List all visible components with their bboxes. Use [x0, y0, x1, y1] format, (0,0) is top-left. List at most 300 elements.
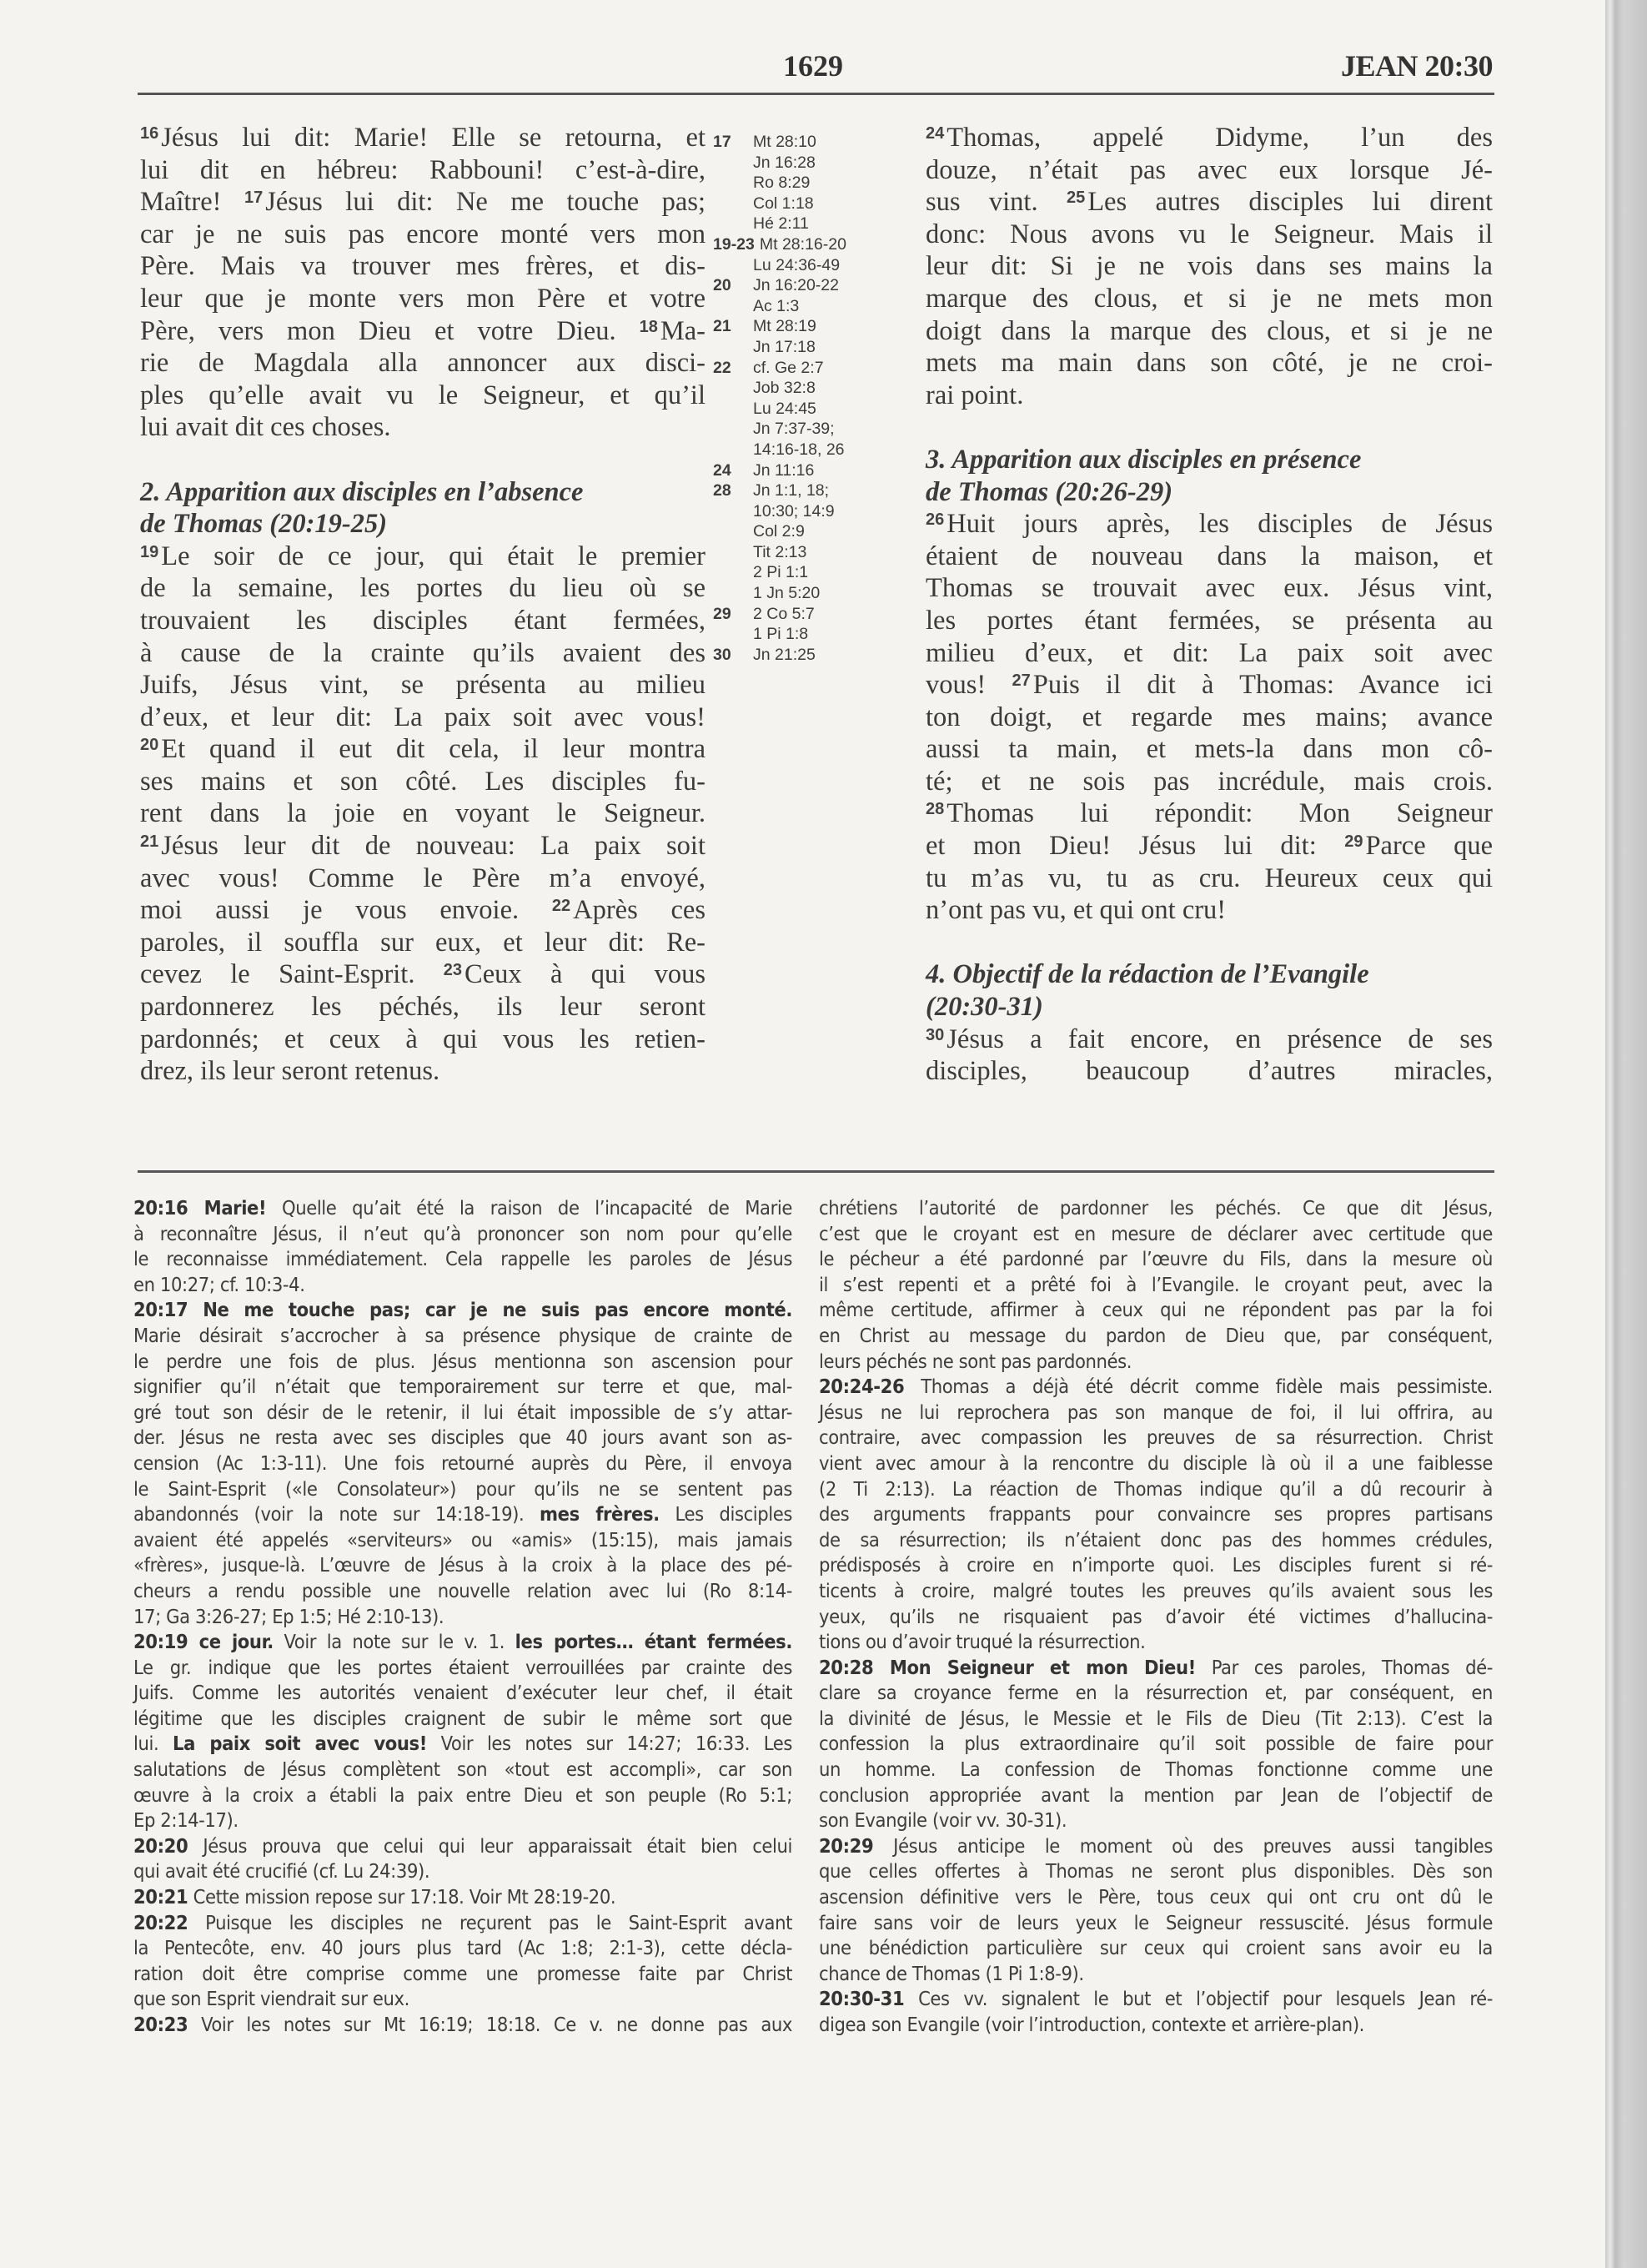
study-note-text: Puisque les disciples ne reçurent pas le Saint-Esprit avant	[188, 1910, 792, 1934]
study-note-text: que son Esprit viendrait sur eux.	[133, 1987, 409, 2011]
verse-text: n’ont pas vu, et qui ont cru!	[926, 895, 1227, 926]
verse-text: 2. Apparition aux disciples en l’absence	[140, 476, 584, 507]
study-note-text: en Christ au message du pardon de Dieu que, par conséquent,	[819, 1323, 1493, 1347]
study-note-line	[133, 1451, 792, 1476]
study-note-text: Ep 2:14-17).	[133, 1808, 239, 1833]
study-note-line	[819, 1757, 1493, 1783]
verse-text: étaient de nouveau dans la maison, et	[926, 541, 1493, 571]
verse-number: 18	[639, 317, 658, 336]
verse-text: Jésus leur dit de nouveau: La paix soit	[161, 831, 705, 862]
study-note-text: contraire, avec compassion les preuves de sa résurrection. Christ	[819, 1426, 1493, 1450]
verse-text: marque des clous, et si je ne mets mon	[926, 283, 1493, 314]
cross-reference-entry	[713, 132, 913, 153]
verse-text: té; et ne sois pas incrédule, mais crois.	[926, 766, 1493, 797]
cross-reference-entry	[713, 521, 913, 542]
cross-reference-citation: Ac 1:3	[753, 296, 800, 315]
cross-reference-entry	[713, 419, 913, 440]
study-note-line	[133, 1629, 792, 1655]
study-note-text: Jésus ne lui reprochera pas son manque de foi, il lui offrira, au	[819, 1400, 1493, 1424]
study-note-text: un homme. La confession de Thomas fonctionne comme une	[819, 1758, 1493, 1782]
verse-line	[140, 154, 705, 187]
study-note-text: cheurs a rendu possible une nouvelle relation avec lui (Ro 8:14-	[133, 1578, 792, 1602]
study-note-text: Jésus anticipe le moment où des preuves aussi tangibles	[873, 1833, 1493, 1858]
cross-reference-citation: Tit 2:13	[753, 542, 807, 561]
study-note-text: Le gr. indique que les portes étaient verrouillées par crainte des	[133, 1655, 792, 1679]
study-note-line	[133, 1783, 792, 1808]
cross-reference-entry	[713, 234, 913, 255]
study-note-line	[133, 1552, 792, 1578]
cross-reference-citation: Mt 28:16-20	[759, 234, 846, 254]
verse-line	[926, 572, 1493, 605]
verse-text: aussi ta main, et mets-la dans mon cô-	[926, 734, 1493, 765]
study-note-line	[819, 1986, 1493, 2012]
cross-reference-citation: 10:30; 14:9	[753, 501, 835, 520]
study-note-line	[133, 1527, 792, 1553]
verse-line	[926, 733, 1493, 766]
study-note-text: yeux, qu’ils ne risquaient pas d’avoir été victimes d’hallucina-	[819, 1604, 1493, 1628]
study-note-text: le reconnaisse immédiatement. Cela rappelle les paroles de Jésus	[133, 1247, 792, 1271]
study-note-text: 17; Ga 3:26-27; Ep 1:5; Hé 2:10-13).	[133, 1604, 444, 1628]
cross-reference-verse	[713, 583, 753, 604]
notes-divider-rule	[138, 1170, 1494, 1173]
study-note-keyword: 20:17 Ne me touche pas; car je ne suis pas encore monté.	[133, 1298, 792, 1322]
cross-reference-verse	[713, 542, 753, 563]
cross-reference-entry	[713, 604, 913, 625]
study-note-text: une bénédiction particulière sur ceux qui croient sans avoir eu la	[819, 1936, 1493, 1960]
study-note-text: œuvre à la croix a établi la paix entre Dieu et son peuple (Ro 5:1;	[133, 1783, 792, 1807]
verse-line	[926, 283, 1493, 315]
cross-reference-verse: 24	[713, 460, 731, 480]
cross-reference-citation: Col 1:18	[753, 194, 814, 213]
study-note-line	[819, 1349, 1493, 1375]
cross-reference-verse: 22	[713, 358, 731, 377]
cross-reference-citation: Jn 16:20-22	[753, 276, 839, 295]
verse-number: 28	[926, 800, 945, 819]
verse-text: rie de Magdala alla annoncer aux disci-	[140, 348, 705, 379]
study-note-keyword: 20:16 Marie!	[133, 1196, 267, 1219]
study-note-keyword: 20:28 Mon Seigneur et mon Dieu!	[819, 1655, 1196, 1679]
study-note-line	[133, 1400, 792, 1426]
verse-line	[926, 702, 1493, 734]
verse-text: de Thomas (20:26-29)	[926, 476, 1173, 507]
verse-text: douze, n’était pas avec eux lorsque Jé-	[926, 154, 1493, 185]
verse-line	[140, 572, 705, 605]
cross-reference-entry	[713, 378, 913, 399]
verse-line	[926, 766, 1493, 798]
study-note-keyword: La paix soit avec vous!	[173, 1732, 427, 1756]
study-note-text: lui.	[133, 1732, 173, 1756]
verse-number: 22	[551, 897, 571, 916]
verse-line	[140, 797, 705, 830]
cross-reference-verse	[713, 399, 753, 420]
verse-line	[926, 315, 1493, 348]
page-edge-strip	[1605, 0, 1647, 2268]
cross-reference-verse: 20	[713, 276, 731, 295]
study-note-text: tions ou d’avoir truqué la résurrection.	[819, 1630, 1146, 1654]
verse-line	[140, 862, 705, 895]
study-note-text: des arguments frappants pour convaincre ses propres partisans	[819, 1502, 1493, 1526]
study-note-text: la divinité de Jésus, le Messie et le Fils de Dieu (Tit 2:13). C’est la	[819, 1706, 1493, 1730]
study-note-line	[133, 1476, 792, 1502]
study-note-text: il s’est repenti et a prêté foi à l’Evangile. le croyant peut, avec la	[819, 1272, 1493, 1296]
verse-text: car je ne suis pas encore monté vers mon	[140, 219, 705, 249]
verse-text: moi aussi je vous envoie.	[140, 895, 552, 926]
study-note-text: légitime que les disciples craignent de subir le même sort que	[133, 1706, 792, 1730]
cross-reference-verse	[713, 337, 753, 358]
cross-reference-verse	[713, 296, 753, 317]
cross-reference-entry	[713, 501, 913, 522]
study-note-line	[133, 1578, 792, 1604]
study-note-text: le pécheur a été pardonné par l’œuvre du Fils, dans la mesure où	[819, 1247, 1493, 1271]
cross-reference-verse	[713, 501, 753, 522]
verse-number: 30	[926, 1025, 945, 1044]
verse-text: Après ces	[573, 895, 705, 926]
section-heading-line	[926, 991, 1493, 1023]
verse-line	[140, 1023, 705, 1056]
cross-reference-verse	[713, 419, 753, 440]
cross-reference-citation: 1 Jn 5:20	[753, 584, 821, 603]
verse-text: paroles, il souffla sur eux, et leur dit: Re-	[140, 927, 705, 958]
verse-text: 4. Objectif de la rédaction de l’Evangile	[926, 959, 1369, 990]
cross-reference-entry	[713, 542, 913, 563]
verse-line	[140, 605, 705, 637]
cross-reference-citation: Col 2:9	[753, 522, 805, 541]
study-note-line	[819, 1272, 1493, 1298]
cross-reference-entry	[713, 399, 913, 420]
verse-text: ton doigt, et regarde mes mains; avance	[926, 702, 1493, 732]
verse-text: Thomas se trouvait avec eux. Jésus vint,	[926, 573, 1493, 604]
study-note-line	[133, 1808, 792, 1833]
cross-reference-verse	[713, 194, 753, 214]
study-note-text: Thomas a déjà été décrit comme fidèle mais pessimiste.	[904, 1375, 1493, 1399]
section-spacer	[926, 411, 1493, 444]
study-note-line	[133, 1731, 792, 1757]
verse-text: Puis il dit à Thomas: Avance ici	[1032, 670, 1493, 701]
verse-line	[926, 1055, 1493, 1088]
study-note-line	[819, 1425, 1493, 1451]
verse-text: Le soir de ce jour, qui était le premier	[161, 541, 705, 571]
header-rule	[138, 93, 1494, 95]
verse-text: Les autres disciples lui dirent	[1087, 187, 1493, 218]
study-note-text: avaient été appelés «serviteurs» ou «amis» (15:15), mais jamais	[133, 1527, 792, 1551]
cross-reference-citation: 1 Pi 1:8	[753, 625, 809, 644]
cross-reference-citation: Jn 11:16	[753, 460, 815, 480]
verse-number: 17	[244, 189, 264, 208]
cross-reference-citation: Mt 28:19	[753, 317, 816, 336]
cross-reference-entry	[713, 645, 913, 666]
verse-text: drez, ils leur seront retenus.	[140, 1056, 440, 1087]
verse-text: vous!	[926, 670, 1012, 701]
cross-reference-citation: Lu 24:36-49	[753, 255, 841, 274]
study-note-line	[819, 1323, 1493, 1349]
verse-text: ses mains et son côté. Les disciples fu-	[140, 766, 705, 797]
study-note-text: (2 Ti 2:13). La réaction de Thomas indique qu’il a dû recourir à	[819, 1476, 1493, 1501]
study-note-text: Juifs. Comme les autorités venaient d’exécuter leur chef, il était	[133, 1681, 792, 1705]
verse-text: Père, vers mon Dieu et votre Dieu.	[140, 315, 640, 346]
verse-line	[140, 186, 705, 219]
study-note-line	[819, 1552, 1493, 1578]
section-heading-line	[926, 476, 1493, 509]
verse-line	[140, 250, 705, 283]
cross-reference-entry	[713, 275, 913, 296]
section-heading-line	[140, 476, 705, 509]
study-note-text: signifier qu’il n’était que temporairement sur terre et que, mal-	[133, 1375, 792, 1399]
study-note-text: confession la plus extraordinaire qu’il soit possible de faire pour	[819, 1732, 1493, 1756]
study-note-line	[819, 1858, 1493, 1884]
verse-line	[926, 605, 1493, 637]
study-note-line	[819, 1527, 1493, 1553]
study-note-keyword: 20:22	[133, 1910, 188, 1934]
section-spacer	[140, 444, 705, 476]
study-note-line	[819, 1221, 1493, 1247]
verse-text: trouvaient les disciples étant fermées,	[140, 605, 705, 636]
section-heading-line	[926, 444, 1493, 476]
cross-reference-verse	[713, 440, 753, 460]
study-note-line	[133, 1604, 792, 1630]
study-note-text: «frères», jusque-là. L’œuvre de Jésus à la croix à la place des pé-	[133, 1553, 792, 1577]
verse-line	[140, 541, 705, 573]
cross-reference-verse: 17	[713, 133, 731, 151]
verse-line	[926, 1023, 1493, 1056]
study-note-line	[133, 1680, 792, 1706]
study-note-text: Voir les notes sur Mt 16:19; 18:18. Ce v. ne donne pas aux	[188, 2013, 792, 2036]
cross-reference-entry	[713, 194, 913, 214]
cross-reference-entry	[713, 583, 913, 604]
verse-number: 27	[1012, 671, 1031, 691]
study-note-keyword: 20:24-26	[819, 1375, 905, 1399]
study-note-text: de sa résurrection; ils n’étaient donc pas des hommes crédules,	[819, 1527, 1493, 1551]
cross-reference-citation: Job 32:8	[753, 379, 816, 398]
verse-line	[140, 702, 705, 734]
running-header-reference: JEAN 20:30	[1341, 49, 1493, 83]
study-note-line	[133, 1706, 792, 1732]
study-note-line	[819, 1961, 1493, 1987]
verse-text: Huit jours après, les disciples de Jésus	[947, 509, 1493, 540]
study-note-keyword: 20:23	[133, 2013, 188, 2036]
study-note-line	[133, 1757, 792, 1783]
study-note-line	[819, 1833, 1493, 1859]
verse-line	[926, 862, 1493, 895]
verse-text: Et quand il eut dit cela, il leur montra	[161, 734, 705, 765]
study-note-text: salutations de Jésus complètent son «tout est accompli», car son	[133, 1758, 792, 1782]
verse-line	[140, 766, 705, 798]
cross-reference-entry	[713, 214, 913, 234]
verse-text: ples qu’elle avait vu le Seigneur, et qu’il	[140, 380, 705, 410]
study-note-line	[133, 1195, 792, 1221]
study-note-text: gré tout son désir de le retenir, il lui était impossible de s’y attar-	[133, 1400, 792, 1424]
cross-reference-entry	[713, 358, 913, 379]
verse-line	[140, 894, 705, 927]
verse-line	[140, 637, 705, 670]
cross-reference-verse: 19-23	[713, 234, 755, 254]
verse-line	[926, 797, 1493, 830]
verse-text: (20:30-31)	[926, 992, 1043, 1023]
study-note-line	[133, 1833, 792, 1859]
verse-text: avec vous! Comme le Père m’a envoyé,	[140, 862, 705, 893]
verse-text: sus vint.	[926, 187, 1067, 218]
verse-number: 25	[1066, 189, 1086, 208]
study-note-line	[819, 1451, 1493, 1476]
cross-reference-column	[713, 132, 913, 665]
cross-reference-entry	[713, 255, 913, 276]
study-note-line	[133, 1910, 792, 1936]
verse-text: Jésus a fait encore, en présence de ses	[947, 1023, 1493, 1054]
study-note-text: à reconnaître Jésus, il n’eut qu’à prononcer son nom pour qu’elle	[133, 1221, 792, 1245]
cross-reference-citation: Lu 24:45	[753, 399, 816, 418]
study-note-keyword: mes frères.	[540, 1502, 660, 1526]
study-note-line	[819, 1629, 1493, 1655]
verse-number: 29	[1344, 832, 1363, 852]
verse-text: pardonnerez les péchés, ils leur seront	[140, 992, 705, 1023]
study-note-line	[819, 1400, 1493, 1426]
section-heading-line	[140, 508, 705, 541]
verse-text: milieu d’eux, et dit: La paix soit avec	[926, 637, 1493, 668]
verse-number: 20	[140, 736, 159, 755]
verse-text: leur que je monte vers mon Père et votre	[140, 283, 705, 314]
study-note-text: même certitude, affirmer à ceux qui ne répondent pas par la foi	[819, 1298, 1493, 1322]
verse-text: Thomas, appelé Didyme, l’un des	[947, 123, 1493, 153]
verse-line	[140, 380, 705, 412]
study-note-keyword: 20:21	[133, 1885, 188, 1909]
study-note-text: ticents à croire, malgré toutes les preuves qu’ils avaient sous les	[819, 1578, 1493, 1602]
study-notes-right-column	[819, 1195, 1493, 2038]
verse-text: pardonnés; et ceux à qui vous les retien-	[140, 1023, 705, 1054]
study-note-text: le perdre une fois de plus. Jésus mentionna son ascension pour	[133, 1349, 792, 1373]
verse-text: Ceux à qui vous	[464, 959, 705, 990]
cross-reference-entry	[713, 153, 913, 173]
cross-reference-verse: 28	[713, 481, 731, 500]
verse-text: d’eux, et leur dit: La paix soit avec vous!	[140, 702, 705, 732]
study-note-line	[133, 1297, 792, 1323]
verse-text: lui dit en hébreu: Rabbouni! c’est-à-dire,	[140, 154, 705, 185]
study-note-text: ration doit être comprise comme une promesse faite par Christ	[133, 1961, 792, 1985]
cross-reference-entry	[713, 316, 913, 337]
study-note-line	[819, 1935, 1493, 1961]
study-note-line	[819, 1706, 1493, 1732]
cross-reference-verse	[713, 173, 753, 194]
cross-reference-citation: Mt 28:10	[753, 133, 816, 151]
study-note-line	[133, 1374, 792, 1400]
study-note-text: Cette mission repose sur 17:18. Voir Mt 28:19-20.	[188, 1885, 616, 1909]
verse-line	[926, 219, 1493, 251]
verse-text: Thomas lui répondit: Mon Seigneur	[947, 798, 1493, 829]
verse-line	[926, 380, 1493, 412]
study-note-text: der. Jésus ne resta avec ses disciples que 40 jours avant son as-	[133, 1426, 792, 1450]
study-note-text: vient avec amour à la rencontre du disciple là où il a une faiblesse	[819, 1451, 1493, 1475]
study-note-text: qui avait été crucifié (cf. Lu 24:39).	[133, 1859, 430, 1883]
verse-text: de la semaine, les portes du lieu où se	[140, 573, 705, 604]
study-note-text: Les disciples	[659, 1502, 792, 1526]
section-spacer	[926, 927, 1493, 959]
section-heading-line	[926, 958, 1493, 991]
study-note-text: digea son Evangile (voir l’introduction, contexte et arrière-plan).	[819, 2013, 1364, 2036]
study-note-line	[133, 2012, 792, 2038]
study-note-line	[819, 1655, 1493, 1681]
cross-reference-entry	[713, 296, 913, 317]
study-note-line	[133, 1858, 792, 1884]
study-note-line	[819, 1501, 1493, 1527]
cross-reference-verse	[713, 521, 753, 542]
study-note-keyword: 20:19 ce jour.	[133, 1630, 274, 1654]
study-note-text: clare sa croyance ferme en la résurrection et, par conséquent, en	[819, 1681, 1493, 1705]
verse-line	[926, 186, 1493, 219]
verse-line	[140, 1055, 705, 1088]
study-note-text: Quelle qu’ait été la raison de l’incapacité de Marie	[266, 1196, 792, 1219]
cross-reference-verse	[713, 562, 753, 583]
verse-text: Ma-	[660, 315, 705, 346]
verse-number: 19	[140, 542, 159, 561]
study-note-text: Jésus prouva que celui qui leur apparaissait était bien celui	[188, 1833, 792, 1858]
verse-line	[926, 894, 1493, 927]
study-note-text: leurs péchés ne sont pas pardonnés.	[819, 1349, 1132, 1373]
study-note-line	[819, 1731, 1493, 1757]
verse-line	[140, 669, 705, 702]
study-note-text: en 10:27; cf. 10:3-4.	[133, 1272, 305, 1296]
cross-reference-citation: Hé 2:11	[753, 214, 809, 234]
verse-number: 21	[140, 832, 159, 852]
study-note-line	[133, 1501, 792, 1527]
verse-line	[140, 411, 705, 444]
study-note-line	[819, 1246, 1493, 1272]
cross-reference-entry	[713, 440, 913, 460]
cross-reference-verse	[713, 153, 753, 173]
study-note-line	[819, 1604, 1493, 1630]
verse-text: Maître!	[140, 187, 244, 218]
study-note-line	[133, 1349, 792, 1375]
cross-reference-verse: 30	[713, 645, 731, 664]
cross-reference-entry	[713, 337, 913, 358]
study-note-keyword: 20:30-31	[819, 1987, 905, 2011]
verse-line	[140, 347, 705, 380]
verse-text: Jésus lui dit: Marie! Elle se retourna, et	[161, 123, 705, 153]
cross-reference-verse	[713, 378, 753, 399]
study-note-line	[133, 1884, 792, 1910]
cross-reference-entry	[713, 562, 913, 583]
study-note-text: c’est que le croyant est en mesure de déclarer avec certitude que	[819, 1221, 1493, 1245]
verse-line	[926, 347, 1493, 380]
verse-line	[140, 991, 705, 1023]
cross-reference-verse: 29	[713, 604, 731, 623]
verse-line	[140, 219, 705, 251]
study-note-text: le Saint-Esprit («le Consolateur») pour qu’ils ne se sentent pas	[133, 1476, 792, 1501]
verse-text: 3. Apparition aux disciples en présence	[926, 444, 1362, 475]
verse-text: rent dans la joie en voyant le Seigneur.	[140, 798, 705, 829]
study-note-keyword: 20:29	[819, 1833, 874, 1858]
cross-reference-citation: 2 Co 5:7	[753, 604, 815, 623]
verse-text: les portes étant fermées, se présenta au	[926, 605, 1493, 636]
study-note-line	[819, 1374, 1493, 1400]
study-note-text: cension (Ac 1:3-11). Une fois retourné auprès du Père, il envoya	[133, 1451, 792, 1475]
study-note-line	[819, 1910, 1493, 1936]
cross-reference-citation: Jn 7:37-39;	[753, 420, 835, 439]
cross-reference-citation: Jn 17:18	[753, 337, 816, 356]
study-note-text: faire sans voir de leurs yeux le Seigneur ressuscité. Jésus formule	[819, 1910, 1493, 1934]
verse-number: 23	[443, 961, 463, 980]
study-note-line	[133, 1986, 792, 2012]
verse-line	[140, 315, 705, 348]
verse-text: Jésus lui dit: Ne me touche pas;	[265, 187, 705, 218]
verse-line	[926, 669, 1493, 702]
study-note-keyword: les portes… étant fermées.	[515, 1630, 792, 1654]
verse-text: de Thomas (20:19-25)	[140, 509, 388, 540]
verse-text: Père. Mais va trouver mes frères, et dis-	[140, 251, 705, 282]
study-note-text: son Evangile (voir vv. 30-31).	[819, 1808, 1067, 1833]
study-note-text: Ces vv. signalent le but et l’objectif pour lesquels Jean ré-	[904, 1987, 1493, 2011]
study-note-line	[819, 1884, 1493, 1910]
study-note-line	[819, 1297, 1493, 1323]
study-note-keyword: 20:20	[133, 1833, 188, 1858]
study-note-text: Voir les notes sur 14:27; 16:33. Les	[426, 1732, 792, 1756]
